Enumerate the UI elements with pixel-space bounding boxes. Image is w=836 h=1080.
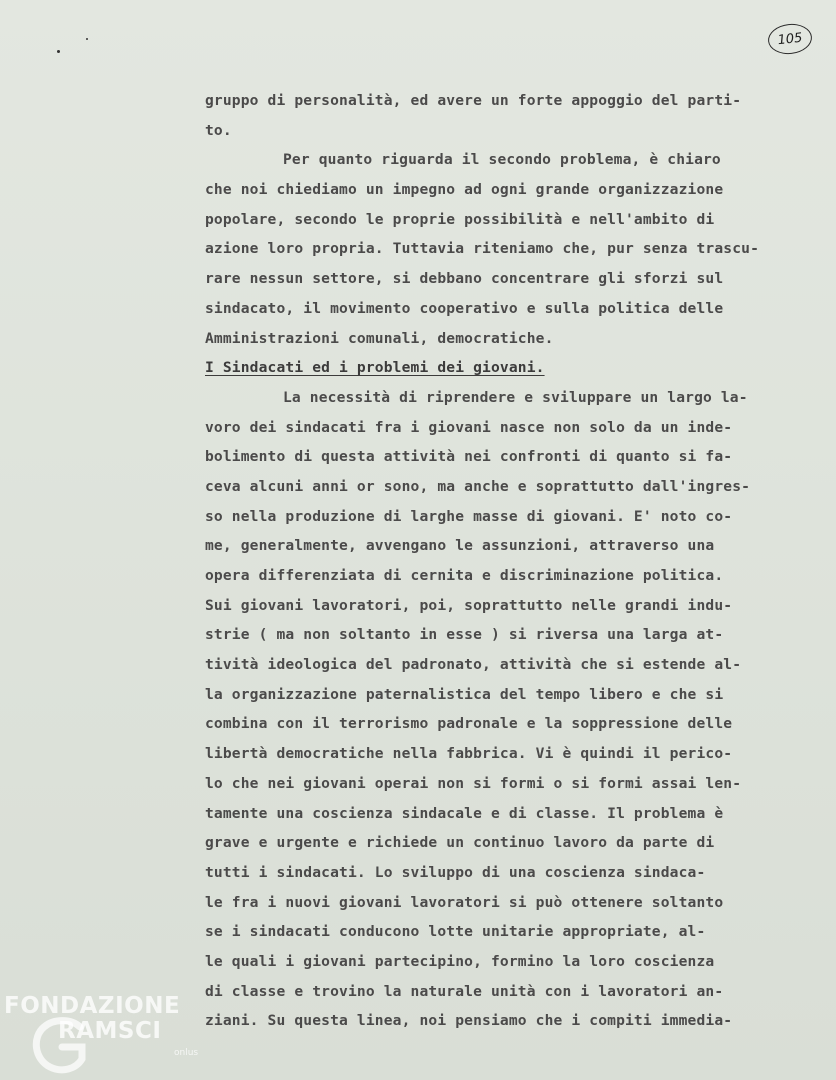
text-line: che noi chiediamo un impegno ad ogni grande organizzazione bbox=[205, 181, 724, 199]
text-line: opera differenziata di cernita e discriminazione politica. bbox=[205, 567, 724, 584]
text-line: gruppo di personalità, ed avere un forte appoggio del parti- bbox=[205, 92, 742, 109]
watermark-title: FONDAZIONE bbox=[4, 993, 181, 1019]
watermark-onlus: onlus bbox=[174, 1048, 199, 1058]
section-heading-line bbox=[205, 353, 805, 383]
text-line: le quali i giovani partecipino, formino la loro coscienza bbox=[205, 952, 715, 970]
text-line: Sui giovani lavoratori, poi, soprattutto nelle grandi indu- bbox=[205, 596, 733, 614]
text-line: voro dei sindacati fra i giovani nasce non solo da un inde- bbox=[205, 418, 733, 436]
text-line: Amministrazioni comunali, democratiche. bbox=[205, 329, 554, 347]
text-line: se i sindacati conducono lotte unitarie appropriate, al- bbox=[205, 923, 706, 941]
text-line: La necessità di riprendere e sviluppare un largo la- bbox=[283, 388, 748, 406]
text-line: grave e urgente e richiede un continuo lavoro da parte di bbox=[205, 834, 715, 852]
text-line: ceva alcuni anni or sono, ma anche e soprattutto dall'ingres- bbox=[205, 477, 751, 495]
text-line: sindacato, il movimento cooperativo e sulla politica delle bbox=[205, 299, 724, 317]
text-line: strie ( ma non soltanto in esse ) si riversa una larga at- bbox=[205, 626, 724, 644]
document-body bbox=[205, 86, 805, 1036]
text-line: tamente una coscienza sindacale e di classe. Il problema è bbox=[205, 804, 724, 822]
text-line: combina con il terrorismo padronale e la soppressione delle bbox=[205, 715, 733, 733]
section-heading: I Sindacati ed i problemi dei giovani. bbox=[205, 359, 545, 377]
text-line: libertà democratiche nella fabbrica. Vi è quindi il perico- bbox=[205, 745, 733, 763]
text-line: Per quanto riguarda il secondo problema, è chiaro bbox=[283, 151, 721, 169]
text-line: di classe e trovino la naturale unità con i lavoratori an- bbox=[205, 982, 724, 1000]
text-line: tutti i sindacati. Lo sviluppo di una coscienza sindaca- bbox=[205, 863, 706, 881]
fondazione-gramsci-watermark bbox=[0, 985, 210, 1080]
ink-speck bbox=[57, 50, 60, 53]
watermark-subtitle: RAMSCI bbox=[58, 1018, 162, 1044]
text-line: me, generalmente, avvengano le assunzioni, attraverso una bbox=[205, 537, 715, 555]
text-line: rare nessun settore, si debbano concentrare gli sforzi sul bbox=[205, 270, 724, 288]
text-line: bolimento di questa attività nei confronti di quanto si fa- bbox=[205, 448, 733, 466]
text-line: la organizzazione paternalistica del tempo libero e che si bbox=[205, 685, 724, 703]
text-line: tività ideologica del padronato, attività che si estende al- bbox=[205, 656, 742, 674]
text-line: so nella produzione di larghe masse di giovani. E' noto co- bbox=[205, 507, 733, 525]
page-number-stamp: 105 bbox=[767, 22, 814, 56]
text-line: ziani. Su questa linea, noi pensiamo che i compiti immedia- bbox=[205, 1012, 733, 1030]
text-line: popolare, secondo le proprie possibilità e nell'ambito di bbox=[205, 210, 715, 228]
text-line: lo che nei giovani operai non si formi o si formi assai len- bbox=[205, 774, 742, 792]
text-line: le fra i nuovi giovani lavoratori si può ottenere soltanto bbox=[205, 893, 724, 911]
text-line: azione loro propria. Tuttavia riteniamo che, pur senza trascu- bbox=[205, 240, 760, 258]
ink-speck bbox=[86, 38, 88, 40]
text-line: to. bbox=[205, 121, 232, 139]
